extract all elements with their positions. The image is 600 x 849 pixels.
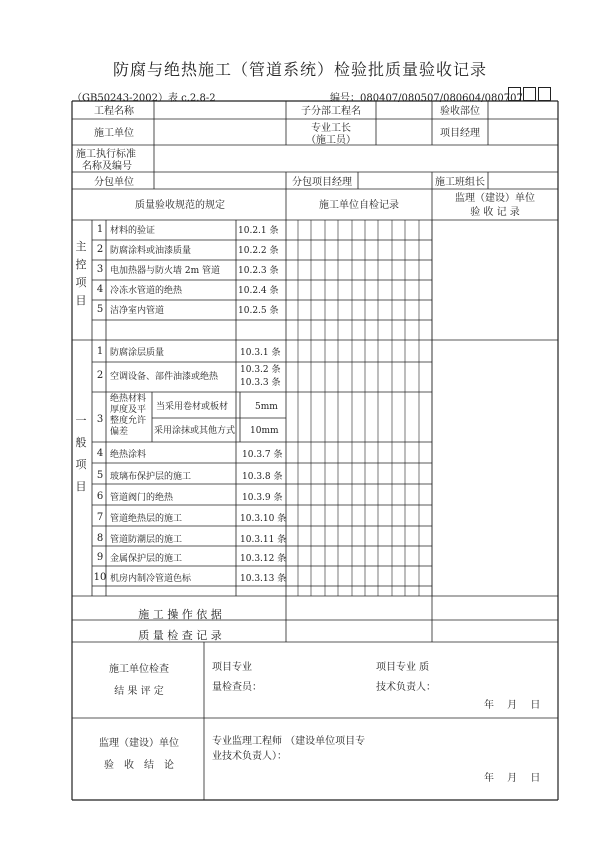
item-number: 6: [96, 491, 104, 502]
date-field: 年 月 日: [484, 773, 541, 784]
label-standard-sub: 名称及编号: [82, 161, 132, 172]
column-self-check: 施工单位自检记录: [319, 200, 399, 211]
item-number: 4: [96, 284, 104, 295]
label-standard: 施工执行标准: [76, 149, 136, 160]
item-ref: 10.3.9 条: [242, 493, 283, 503]
label-team-leader: 施工班组长: [435, 177, 485, 188]
label-acceptance-part: 验收部位: [440, 106, 480, 117]
item-name: 玻璃布保护层的施工: [110, 472, 192, 482]
item-name: 绝热涂料: [110, 450, 147, 460]
item-number: 4: [96, 448, 104, 459]
inspector-label: 量检查员：: [212, 682, 262, 693]
item-sub-condition: 当采用卷材或板材: [156, 402, 229, 412]
date-field: 年 月 日: [484, 700, 541, 711]
item-name: 金属保护层的施工: [110, 554, 183, 564]
item-number: 2: [96, 370, 104, 381]
item-ref: 10.3.13 条: [240, 574, 287, 584]
item-ref: 10.2.2 条: [238, 246, 279, 256]
supervision-check-label: 监理（建设）单位: [99, 738, 179, 749]
operation-basis-label: 施 工 操 作 依 据: [138, 608, 222, 621]
item-ref: 10.3.1 条: [240, 348, 281, 358]
supervision-check-label-sub: 验 收 结 论: [104, 760, 174, 771]
page-title: 防腐与绝热施工（管道系统）检验批质量验收记录: [112, 60, 487, 79]
column-spec: 质量验收规范的规定: [135, 200, 225, 211]
label-project-name: 工程名称: [94, 106, 134, 117]
supervisor-text: 专业监理工程师 （建设单位项目专: [212, 736, 366, 747]
item-ref: 10.2.5 条: [238, 306, 279, 316]
tech-lead-label: 技术负责人：: [376, 682, 436, 693]
item-name: 洁净室内管道: [110, 306, 165, 316]
item-name: 防腐涂料或油漆质量: [110, 246, 192, 256]
item-number: 10: [93, 572, 107, 583]
item-name: 电加热器与防火墙 2m 管道: [110, 266, 220, 276]
label-project-manager: 项目经理: [440, 128, 480, 139]
item-name: 绝热材料 厚度及平 整度允许 偏差: [110, 394, 147, 437]
item-name: 管道阀门的绝热: [110, 493, 174, 503]
standard-reference: （GB50243-2002）表 c.2.8-2: [72, 93, 216, 104]
column-supervision-sub: 验 收 记 录: [470, 207, 520, 218]
label-foreman-sub: （施工员）: [306, 135, 356, 146]
item-name: 管道防潮层的施工: [110, 535, 183, 545]
item-ref: 10.2.3 条: [238, 266, 279, 276]
label-foreman: 专业工长: [311, 123, 351, 134]
general-items-label: 一 般 项 目: [75, 414, 87, 493]
item-ref: 10.3.8 条: [242, 472, 283, 482]
item-name: 材料的验证: [110, 226, 156, 236]
label-sub-project: 子分部工程名: [301, 106, 361, 117]
item-name: 机房内制冷管道色标: [110, 574, 192, 584]
item-number: 1: [96, 224, 104, 235]
supervisor-text-sub: 业技术负责人）：: [212, 751, 287, 762]
quality-record-label: 质 量 检 查 记 录: [138, 629, 222, 642]
item-number: 3: [96, 264, 104, 275]
item-name: 冷冻水管道的绝热: [110, 286, 183, 296]
item-ref: 10.3.10 条: [240, 514, 287, 524]
construction-check-label: 施工单位检查: [109, 664, 169, 675]
specialty-label: 项目专业: [212, 662, 252, 673]
item-tolerance: 10mm: [250, 426, 279, 436]
item-tolerance: 5mm: [255, 402, 278, 412]
column-supervision: 监理（建设）单位: [455, 193, 535, 204]
item-number: 5: [96, 470, 104, 481]
specialty-label-2: 项目专业 质: [376, 662, 430, 673]
label-sub-pm: 分包项目经理: [292, 177, 352, 188]
main-control-label: 主 控 项 目: [75, 240, 87, 307]
item-ref: 10.2.1 条: [238, 226, 279, 236]
item-name: 防腐涂层质量: [110, 348, 165, 358]
item-number: 3: [96, 414, 104, 425]
item-ref: 10.3.3 条: [240, 378, 281, 388]
item-sub-condition: 采用涂抹或其他方式: [154, 426, 236, 436]
item-number: 8: [96, 533, 104, 544]
item-number: 5: [96, 304, 104, 315]
item-ref: 10.3.12 条: [240, 554, 287, 564]
item-number: 2: [96, 244, 104, 255]
item-number: 9: [96, 552, 104, 563]
item-name: 空调设备、部件油漆或绝热: [110, 372, 219, 382]
item-ref: 10.2.4 条: [238, 286, 279, 296]
label-subcontractor: 分包单位: [94, 177, 134, 188]
item-name: 管道绝热层的施工: [110, 514, 183, 524]
construction-check-label-sub: 结 果 评 定: [114, 686, 164, 697]
item-ref: 10.3.2 条: [240, 365, 281, 375]
item-ref: 10.3.7 条: [242, 450, 283, 460]
label-construction-unit: 施工单位: [94, 128, 134, 139]
serial-number: 编号：080407/080507/080604/080707: [330, 93, 523, 104]
item-number: 1: [96, 346, 104, 357]
item-number: 7: [96, 512, 104, 523]
item-ref: 10.3.11 条: [240, 535, 287, 545]
